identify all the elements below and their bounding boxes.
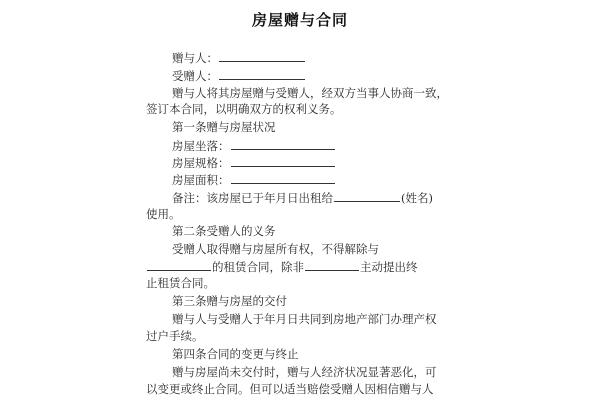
note-line bbox=[172, 190, 433, 205]
donee-line bbox=[172, 68, 306, 83]
donee-label: 受赠人： bbox=[172, 69, 218, 83]
article-4-heading: 第四条合同的变更与终止 bbox=[172, 347, 299, 361]
terminate-party-blank bbox=[305, 259, 359, 271]
spec-blank bbox=[231, 155, 335, 167]
tenant-name-blank bbox=[334, 190, 400, 202]
spec-line bbox=[172, 155, 336, 170]
donor-line bbox=[172, 50, 306, 65]
location-line bbox=[172, 138, 336, 153]
article-2-heading: 第二条受赠人的义务 bbox=[172, 224, 276, 238]
document-title: 房屋赠与合同 bbox=[251, 11, 348, 29]
note-name-hint: (姓名) bbox=[401, 191, 433, 205]
terminate-text: 主动提出终 bbox=[360, 260, 418, 274]
lease-party-blank bbox=[147, 259, 211, 271]
note-text: 备注：该房屋已于年月日出租给 bbox=[172, 191, 333, 205]
donor-label: 赠与人： bbox=[172, 51, 218, 65]
article-2-line-2 bbox=[146, 259, 418, 274]
area-line bbox=[172, 172, 336, 187]
location-blank bbox=[231, 138, 335, 150]
area-blank bbox=[231, 172, 335, 184]
note-line-2: 使用。 bbox=[146, 207, 181, 221]
article-3-heading: 第三条赠与房屋的交付 bbox=[172, 294, 287, 308]
intro-line-2: 签订本合同，以明确双方的权利义务。 bbox=[146, 102, 342, 116]
article-1-heading: 第一条赠与房屋状况 bbox=[172, 120, 276, 134]
article-2-line-1: 受赠人取得赠与房屋所有权，不得解除与 bbox=[172, 242, 379, 256]
lease-text: 的租赁合同，除非 bbox=[212, 260, 304, 274]
location-label: 房屋坐落： bbox=[172, 139, 230, 153]
intro-line-1: 赠与人将其房屋赠与受赠人，经双方当事人协商一致， bbox=[172, 86, 448, 100]
area-label: 房屋面积： bbox=[172, 173, 230, 187]
article-2-line-3: 止租赁合同。 bbox=[146, 276, 215, 290]
spec-label: 房屋规格： bbox=[172, 156, 230, 170]
donor-blank bbox=[219, 50, 305, 62]
article-3-line-1: 赠与人与受赠人于年月日共同到房地产部门办理产权 bbox=[172, 312, 437, 326]
donee-blank bbox=[219, 68, 305, 80]
article-4-line-2: 以变更或终止合同。但可以适当赔偿受赠人因相信赠与人 bbox=[146, 382, 434, 396]
article-4-line-1: 赠与房屋尚未交付时，赠与人经济状况显著恶化，可 bbox=[172, 365, 437, 379]
article-3-line-2: 过户手续。 bbox=[146, 329, 204, 343]
